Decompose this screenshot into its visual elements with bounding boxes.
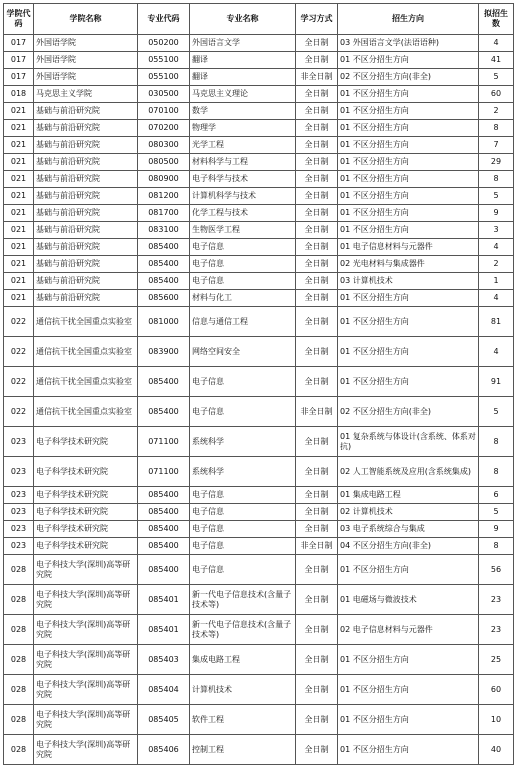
cell-quota: 9 bbox=[479, 521, 514, 538]
cell-college-code: 021 bbox=[4, 120, 34, 137]
cell-major-code: 081000 bbox=[138, 307, 190, 337]
cell-major-name: 电子科学与技术 bbox=[190, 171, 296, 188]
table-row bbox=[4, 504, 514, 521]
cell-college-name: 电子科学技术研究院 bbox=[34, 538, 138, 555]
cell-college-code: 021 bbox=[4, 137, 34, 154]
cell-quota: 5 bbox=[479, 397, 514, 427]
header-major-name: 专业名称 bbox=[190, 4, 296, 35]
table-row bbox=[4, 205, 514, 222]
cell-major-code: 080300 bbox=[138, 137, 190, 154]
cell-quota: 8 bbox=[479, 171, 514, 188]
cell-major-name: 电子信息 bbox=[190, 504, 296, 521]
cell-college-name: 通信抗干扰全国重点实验室 bbox=[34, 397, 138, 427]
cell-college-code: 021 bbox=[4, 154, 34, 171]
cell-college-name: 基础与前沿研究院 bbox=[34, 239, 138, 256]
cell-study-mode: 全日制 bbox=[296, 188, 338, 205]
cell-major-code: 081700 bbox=[138, 205, 190, 222]
cell-major-code: 085600 bbox=[138, 290, 190, 307]
cell-study-mode: 全日制 bbox=[296, 290, 338, 307]
cell-major-name: 外国语言文学 bbox=[190, 35, 296, 52]
table-row bbox=[4, 705, 514, 735]
cell-quota: 40 bbox=[479, 735, 514, 765]
cell-major-code: 085404 bbox=[138, 675, 190, 705]
header-college-code: 学院代码 bbox=[4, 4, 34, 35]
table-row bbox=[4, 555, 514, 585]
cell-college-name: 基础与前沿研究院 bbox=[34, 103, 138, 120]
cell-major-name: 电子信息 bbox=[190, 273, 296, 290]
table-row bbox=[4, 521, 514, 538]
table-row bbox=[4, 538, 514, 555]
cell-college-name: 电子科技大学(深圳)高等研究院 bbox=[34, 615, 138, 645]
cell-major-code: 083900 bbox=[138, 337, 190, 367]
table-row bbox=[4, 615, 514, 645]
cell-study-mode: 全日制 bbox=[296, 154, 338, 171]
cell-quota: 5 bbox=[479, 69, 514, 86]
cell-college-code: 023 bbox=[4, 538, 34, 555]
cell-college-name: 基础与前沿研究院 bbox=[34, 154, 138, 171]
cell-major-code: 085400 bbox=[138, 273, 190, 290]
table-row bbox=[4, 120, 514, 137]
cell-direction: 01 不区分招生方向 bbox=[338, 171, 479, 188]
cell-study-mode: 全日制 bbox=[296, 555, 338, 585]
cell-quota: 4 bbox=[479, 35, 514, 52]
cell-college-name: 基础与前沿研究院 bbox=[34, 273, 138, 290]
cell-major-code: 081200 bbox=[138, 188, 190, 205]
cell-major-code: 080900 bbox=[138, 171, 190, 188]
cell-major-name: 翻译 bbox=[190, 52, 296, 69]
cell-study-mode: 全日制 bbox=[296, 645, 338, 675]
cell-college-name: 基础与前沿研究院 bbox=[34, 205, 138, 222]
cell-college-code: 028 bbox=[4, 615, 34, 645]
table-row bbox=[4, 52, 514, 69]
header-major-code: 专业代码 bbox=[138, 4, 190, 35]
cell-direction: 01 不区分招生方向 bbox=[338, 188, 479, 205]
cell-college-name: 电子科学技术研究院 bbox=[34, 457, 138, 487]
cell-study-mode: 全日制 bbox=[296, 307, 338, 337]
cell-direction: 03 外国语言文学(法语语种) bbox=[338, 35, 479, 52]
cell-direction: 01 复杂系统与体设计(含系统、体系对抗) bbox=[338, 427, 479, 457]
cell-major-name: 系统科学 bbox=[190, 457, 296, 487]
cell-major-code: 085400 bbox=[138, 504, 190, 521]
cell-quota: 10 bbox=[479, 705, 514, 735]
cell-major-name: 新一代电子信息技术(含量子技术等) bbox=[190, 615, 296, 645]
cell-college-name: 电子科技大学(深圳)高等研究院 bbox=[34, 585, 138, 615]
table-row bbox=[4, 256, 514, 273]
table-row bbox=[4, 35, 514, 52]
table-row bbox=[4, 675, 514, 705]
cell-major-name: 新一代电子信息技术(含量子技术等) bbox=[190, 585, 296, 615]
cell-major-code: 085400 bbox=[138, 555, 190, 585]
cell-quota: 9 bbox=[479, 205, 514, 222]
cell-college-code: 021 bbox=[4, 273, 34, 290]
cell-college-code: 028 bbox=[4, 735, 34, 765]
cell-college-code: 028 bbox=[4, 705, 34, 735]
cell-quota: 23 bbox=[479, 615, 514, 645]
cell-major-name: 材料与化工 bbox=[190, 290, 296, 307]
cell-study-mode: 全日制 bbox=[296, 615, 338, 645]
cell-major-code: 071100 bbox=[138, 427, 190, 457]
cell-quota: 1 bbox=[479, 273, 514, 290]
cell-college-name: 电子科学技术研究院 bbox=[34, 521, 138, 538]
cell-college-name: 电子科技大学(深圳)高等研究院 bbox=[34, 675, 138, 705]
cell-quota: 29 bbox=[479, 154, 514, 171]
cell-major-name: 光学工程 bbox=[190, 137, 296, 154]
cell-direction: 02 计算机技术 bbox=[338, 504, 479, 521]
cell-major-name: 马克思主义理论 bbox=[190, 86, 296, 103]
cell-major-code: 085400 bbox=[138, 367, 190, 397]
cell-study-mode: 全日制 bbox=[296, 585, 338, 615]
table-body bbox=[4, 35, 514, 765]
cell-college-code: 018 bbox=[4, 86, 34, 103]
cell-college-name: 外国语学院 bbox=[34, 35, 138, 52]
cell-direction: 04 不区分招生方向(非全) bbox=[338, 538, 479, 555]
cell-quota: 8 bbox=[479, 120, 514, 137]
table-row bbox=[4, 137, 514, 154]
table-row bbox=[4, 645, 514, 675]
cell-direction: 01 不区分招生方向 bbox=[338, 367, 479, 397]
cell-study-mode: 非全日制 bbox=[296, 397, 338, 427]
cell-study-mode: 全日制 bbox=[296, 103, 338, 120]
header-study-mode: 学习方式 bbox=[296, 4, 338, 35]
table-row bbox=[4, 69, 514, 86]
cell-direction: 01 不区分招生方向 bbox=[338, 137, 479, 154]
cell-major-name: 材料科学与工程 bbox=[190, 154, 296, 171]
cell-direction: 01 不区分招生方向 bbox=[338, 705, 479, 735]
table-row bbox=[4, 585, 514, 615]
cell-study-mode: 全日制 bbox=[296, 487, 338, 504]
cell-major-code: 085400 bbox=[138, 256, 190, 273]
cell-college-code: 022 bbox=[4, 367, 34, 397]
cell-direction: 01 不区分招生方向 bbox=[338, 103, 479, 120]
cell-direction: 01 不区分招生方向 bbox=[338, 307, 479, 337]
cell-major-name: 计算机技术 bbox=[190, 675, 296, 705]
cell-college-name: 通信抗干扰全国重点实验室 bbox=[34, 307, 138, 337]
table-row bbox=[4, 103, 514, 120]
cell-major-name: 电子信息 bbox=[190, 487, 296, 504]
cell-major-name: 物理学 bbox=[190, 120, 296, 137]
cell-direction: 03 电子系统综合与集成 bbox=[338, 521, 479, 538]
cell-quota: 3 bbox=[479, 222, 514, 239]
cell-college-name: 基础与前沿研究院 bbox=[34, 188, 138, 205]
cell-direction: 01 不区分招生方向 bbox=[338, 337, 479, 367]
cell-quota: 5 bbox=[479, 188, 514, 205]
cell-direction: 01 不区分招生方向 bbox=[338, 120, 479, 137]
cell-major-code: 071100 bbox=[138, 457, 190, 487]
cell-quota: 81 bbox=[479, 307, 514, 337]
cell-college-code: 022 bbox=[4, 337, 34, 367]
header-college-name: 学院名称 bbox=[34, 4, 138, 35]
cell-college-code: 022 bbox=[4, 397, 34, 427]
cell-college-code: 021 bbox=[4, 256, 34, 273]
cell-direction: 03 计算机技术 bbox=[338, 273, 479, 290]
cell-quota: 2 bbox=[479, 103, 514, 120]
cell-major-name: 网络空间安全 bbox=[190, 337, 296, 367]
table-row bbox=[4, 290, 514, 307]
cell-college-code: 017 bbox=[4, 35, 34, 52]
cell-quota: 60 bbox=[479, 675, 514, 705]
cell-major-code: 080500 bbox=[138, 154, 190, 171]
cell-direction: 01 不区分招生方向 bbox=[338, 222, 479, 239]
cell-direction: 01 不区分招生方向 bbox=[338, 645, 479, 675]
cell-major-name: 数学 bbox=[190, 103, 296, 120]
cell-quota: 8 bbox=[479, 538, 514, 555]
cell-major-code: 085405 bbox=[138, 705, 190, 735]
table-row bbox=[4, 487, 514, 504]
cell-major-name: 电子信息 bbox=[190, 256, 296, 273]
cell-major-name: 生物医学工程 bbox=[190, 222, 296, 239]
cell-study-mode: 全日制 bbox=[296, 273, 338, 290]
cell-study-mode: 全日制 bbox=[296, 457, 338, 487]
cell-college-code: 023 bbox=[4, 521, 34, 538]
cell-major-code: 083100 bbox=[138, 222, 190, 239]
cell-major-code: 085400 bbox=[138, 487, 190, 504]
cell-college-name: 马克思主义学院 bbox=[34, 86, 138, 103]
cell-study-mode: 全日制 bbox=[296, 137, 338, 154]
cell-college-name: 电子科学技术研究院 bbox=[34, 427, 138, 457]
cell-study-mode: 全日制 bbox=[296, 504, 338, 521]
cell-major-code: 070200 bbox=[138, 120, 190, 137]
cell-quota: 7 bbox=[479, 137, 514, 154]
cell-direction: 01 不区分招生方向 bbox=[338, 555, 479, 585]
cell-major-name: 软件工程 bbox=[190, 705, 296, 735]
cell-study-mode: 全日制 bbox=[296, 52, 338, 69]
cell-college-name: 基础与前沿研究院 bbox=[34, 256, 138, 273]
cell-direction: 01 不区分招生方向 bbox=[338, 205, 479, 222]
table-row bbox=[4, 239, 514, 256]
table-row bbox=[4, 188, 514, 205]
cell-major-code: 055100 bbox=[138, 52, 190, 69]
cell-direction: 01 电子信息材料与元器件 bbox=[338, 239, 479, 256]
cell-quota: 91 bbox=[479, 367, 514, 397]
cell-major-code: 055100 bbox=[138, 69, 190, 86]
cell-major-name: 电子信息 bbox=[190, 555, 296, 585]
cell-college-code: 021 bbox=[4, 103, 34, 120]
cell-direction: 01 不区分招生方向 bbox=[338, 290, 479, 307]
cell-major-name: 系统科学 bbox=[190, 427, 296, 457]
cell-major-name: 信息与通信工程 bbox=[190, 307, 296, 337]
cell-college-code: 021 bbox=[4, 188, 34, 205]
cell-college-name: 外国语学院 bbox=[34, 52, 138, 69]
cell-study-mode: 全日制 bbox=[296, 337, 338, 367]
cell-direction: 01 不区分招生方向 bbox=[338, 735, 479, 765]
cell-college-name: 基础与前沿研究院 bbox=[34, 290, 138, 307]
header-row bbox=[4, 4, 514, 35]
cell-college-name: 通信抗干扰全国重点实验室 bbox=[34, 337, 138, 367]
cell-study-mode: 全日制 bbox=[296, 222, 338, 239]
cell-college-code: 028 bbox=[4, 645, 34, 675]
cell-college-code: 028 bbox=[4, 555, 34, 585]
cell-college-name: 通信抗干扰全国重点实验室 bbox=[34, 367, 138, 397]
table-row bbox=[4, 427, 514, 457]
cell-quota: 6 bbox=[479, 487, 514, 504]
cell-major-code: 030500 bbox=[138, 86, 190, 103]
cell-college-name: 电子科技大学(深圳)高等研究院 bbox=[34, 555, 138, 585]
cell-college-name: 基础与前沿研究院 bbox=[34, 137, 138, 154]
cell-study-mode: 非全日制 bbox=[296, 69, 338, 86]
table-row bbox=[4, 367, 514, 397]
cell-major-name: 电子信息 bbox=[190, 538, 296, 555]
cell-college-code: 028 bbox=[4, 585, 34, 615]
header-quota: 拟招生数 bbox=[479, 4, 514, 35]
cell-direction: 02 电子信息材料与元器件 bbox=[338, 615, 479, 645]
table-row bbox=[4, 86, 514, 103]
cell-direction: 02 不区分招生方向(非全) bbox=[338, 69, 479, 86]
cell-quota: 4 bbox=[479, 239, 514, 256]
cell-study-mode: 全日制 bbox=[296, 171, 338, 188]
cell-college-code: 023 bbox=[4, 457, 34, 487]
cell-direction: 01 不区分招生方向 bbox=[338, 675, 479, 705]
cell-major-code: 085400 bbox=[138, 239, 190, 256]
header-direction: 招生方向 bbox=[338, 4, 479, 35]
cell-college-name: 电子科技大学(深圳)高等研究院 bbox=[34, 705, 138, 735]
cell-college-name: 基础与前沿研究院 bbox=[34, 120, 138, 137]
cell-major-code: 085400 bbox=[138, 397, 190, 427]
cell-study-mode: 全日制 bbox=[296, 521, 338, 538]
cell-major-name: 电子信息 bbox=[190, 367, 296, 397]
table-row bbox=[4, 457, 514, 487]
cell-college-code: 017 bbox=[4, 69, 34, 86]
cell-major-name: 集成电路工程 bbox=[190, 645, 296, 675]
cell-college-name: 电子科学技术研究院 bbox=[34, 504, 138, 521]
table-row bbox=[4, 273, 514, 290]
cell-major-name: 化学工程与技术 bbox=[190, 205, 296, 222]
cell-major-name: 控制工程 bbox=[190, 735, 296, 765]
cell-major-code: 070100 bbox=[138, 103, 190, 120]
table-row bbox=[4, 171, 514, 188]
cell-college-code: 021 bbox=[4, 222, 34, 239]
cell-quota: 41 bbox=[479, 52, 514, 69]
enrollment-table bbox=[3, 3, 514, 765]
cell-direction: 01 集成电路工程 bbox=[338, 487, 479, 504]
table-row bbox=[4, 154, 514, 171]
cell-quota: 23 bbox=[479, 585, 514, 615]
cell-direction: 02 人工智能系统及应用(含系统集成) bbox=[338, 457, 479, 487]
cell-college-code: 028 bbox=[4, 675, 34, 705]
cell-quota: 8 bbox=[479, 457, 514, 487]
cell-quota: 8 bbox=[479, 427, 514, 457]
cell-direction: 02 不区分招生方向(非全) bbox=[338, 397, 479, 427]
table-row bbox=[4, 397, 514, 427]
cell-college-code: 017 bbox=[4, 52, 34, 69]
cell-major-code: 085400 bbox=[138, 521, 190, 538]
cell-college-name: 基础与前沿研究院 bbox=[34, 171, 138, 188]
cell-quota: 4 bbox=[479, 337, 514, 367]
cell-major-name: 电子信息 bbox=[190, 397, 296, 427]
cell-major-code: 050200 bbox=[138, 35, 190, 52]
cell-direction: 01 不区分招生方向 bbox=[338, 86, 479, 103]
cell-college-code: 023 bbox=[4, 487, 34, 504]
cell-quota: 60 bbox=[479, 86, 514, 103]
cell-college-name: 基础与前沿研究院 bbox=[34, 222, 138, 239]
cell-college-code: 021 bbox=[4, 239, 34, 256]
cell-major-code: 085400 bbox=[138, 538, 190, 555]
cell-study-mode: 全日制 bbox=[296, 86, 338, 103]
cell-direction: 01 电磁场与微波技术 bbox=[338, 585, 479, 615]
cell-major-name: 计算机科学与技术 bbox=[190, 188, 296, 205]
cell-study-mode: 全日制 bbox=[296, 256, 338, 273]
cell-major-code: 085406 bbox=[138, 735, 190, 765]
cell-study-mode: 全日制 bbox=[296, 675, 338, 705]
cell-college-name: 电子科学技术研究院 bbox=[34, 487, 138, 504]
cell-major-name: 电子信息 bbox=[190, 239, 296, 256]
cell-study-mode: 全日制 bbox=[296, 35, 338, 52]
cell-major-code: 085403 bbox=[138, 645, 190, 675]
cell-study-mode: 全日制 bbox=[296, 705, 338, 735]
cell-study-mode: 全日制 bbox=[296, 735, 338, 765]
cell-quota: 25 bbox=[479, 645, 514, 675]
table-row bbox=[4, 337, 514, 367]
cell-major-code: 085401 bbox=[138, 585, 190, 615]
cell-quota: 2 bbox=[479, 256, 514, 273]
cell-study-mode: 全日制 bbox=[296, 205, 338, 222]
cell-college-name: 电子科技大学(深圳)高等研究院 bbox=[34, 735, 138, 765]
cell-direction: 02 光电材料与集成器件 bbox=[338, 256, 479, 273]
cell-college-name: 电子科技大学(深圳)高等研究院 bbox=[34, 645, 138, 675]
cell-direction: 01 不区分招生方向 bbox=[338, 52, 479, 69]
cell-college-code: 022 bbox=[4, 307, 34, 337]
cell-study-mode: 全日制 bbox=[296, 367, 338, 397]
cell-study-mode: 非全日制 bbox=[296, 538, 338, 555]
cell-college-code: 021 bbox=[4, 205, 34, 222]
cell-college-name: 外国语学院 bbox=[34, 69, 138, 86]
cell-major-name: 电子信息 bbox=[190, 521, 296, 538]
cell-college-code: 021 bbox=[4, 171, 34, 188]
cell-study-mode: 全日制 bbox=[296, 239, 338, 256]
table-row bbox=[4, 307, 514, 337]
table-row bbox=[4, 222, 514, 239]
cell-major-code: 085401 bbox=[138, 615, 190, 645]
cell-quota: 5 bbox=[479, 504, 514, 521]
cell-study-mode: 全日制 bbox=[296, 427, 338, 457]
cell-college-code: 023 bbox=[4, 427, 34, 457]
cell-college-code: 023 bbox=[4, 504, 34, 521]
cell-quota: 4 bbox=[479, 290, 514, 307]
cell-direction: 01 不区分招生方向 bbox=[338, 154, 479, 171]
cell-college-code: 021 bbox=[4, 290, 34, 307]
cell-study-mode: 全日制 bbox=[296, 120, 338, 137]
cell-major-name: 翻译 bbox=[190, 69, 296, 86]
cell-quota: 56 bbox=[479, 555, 514, 585]
